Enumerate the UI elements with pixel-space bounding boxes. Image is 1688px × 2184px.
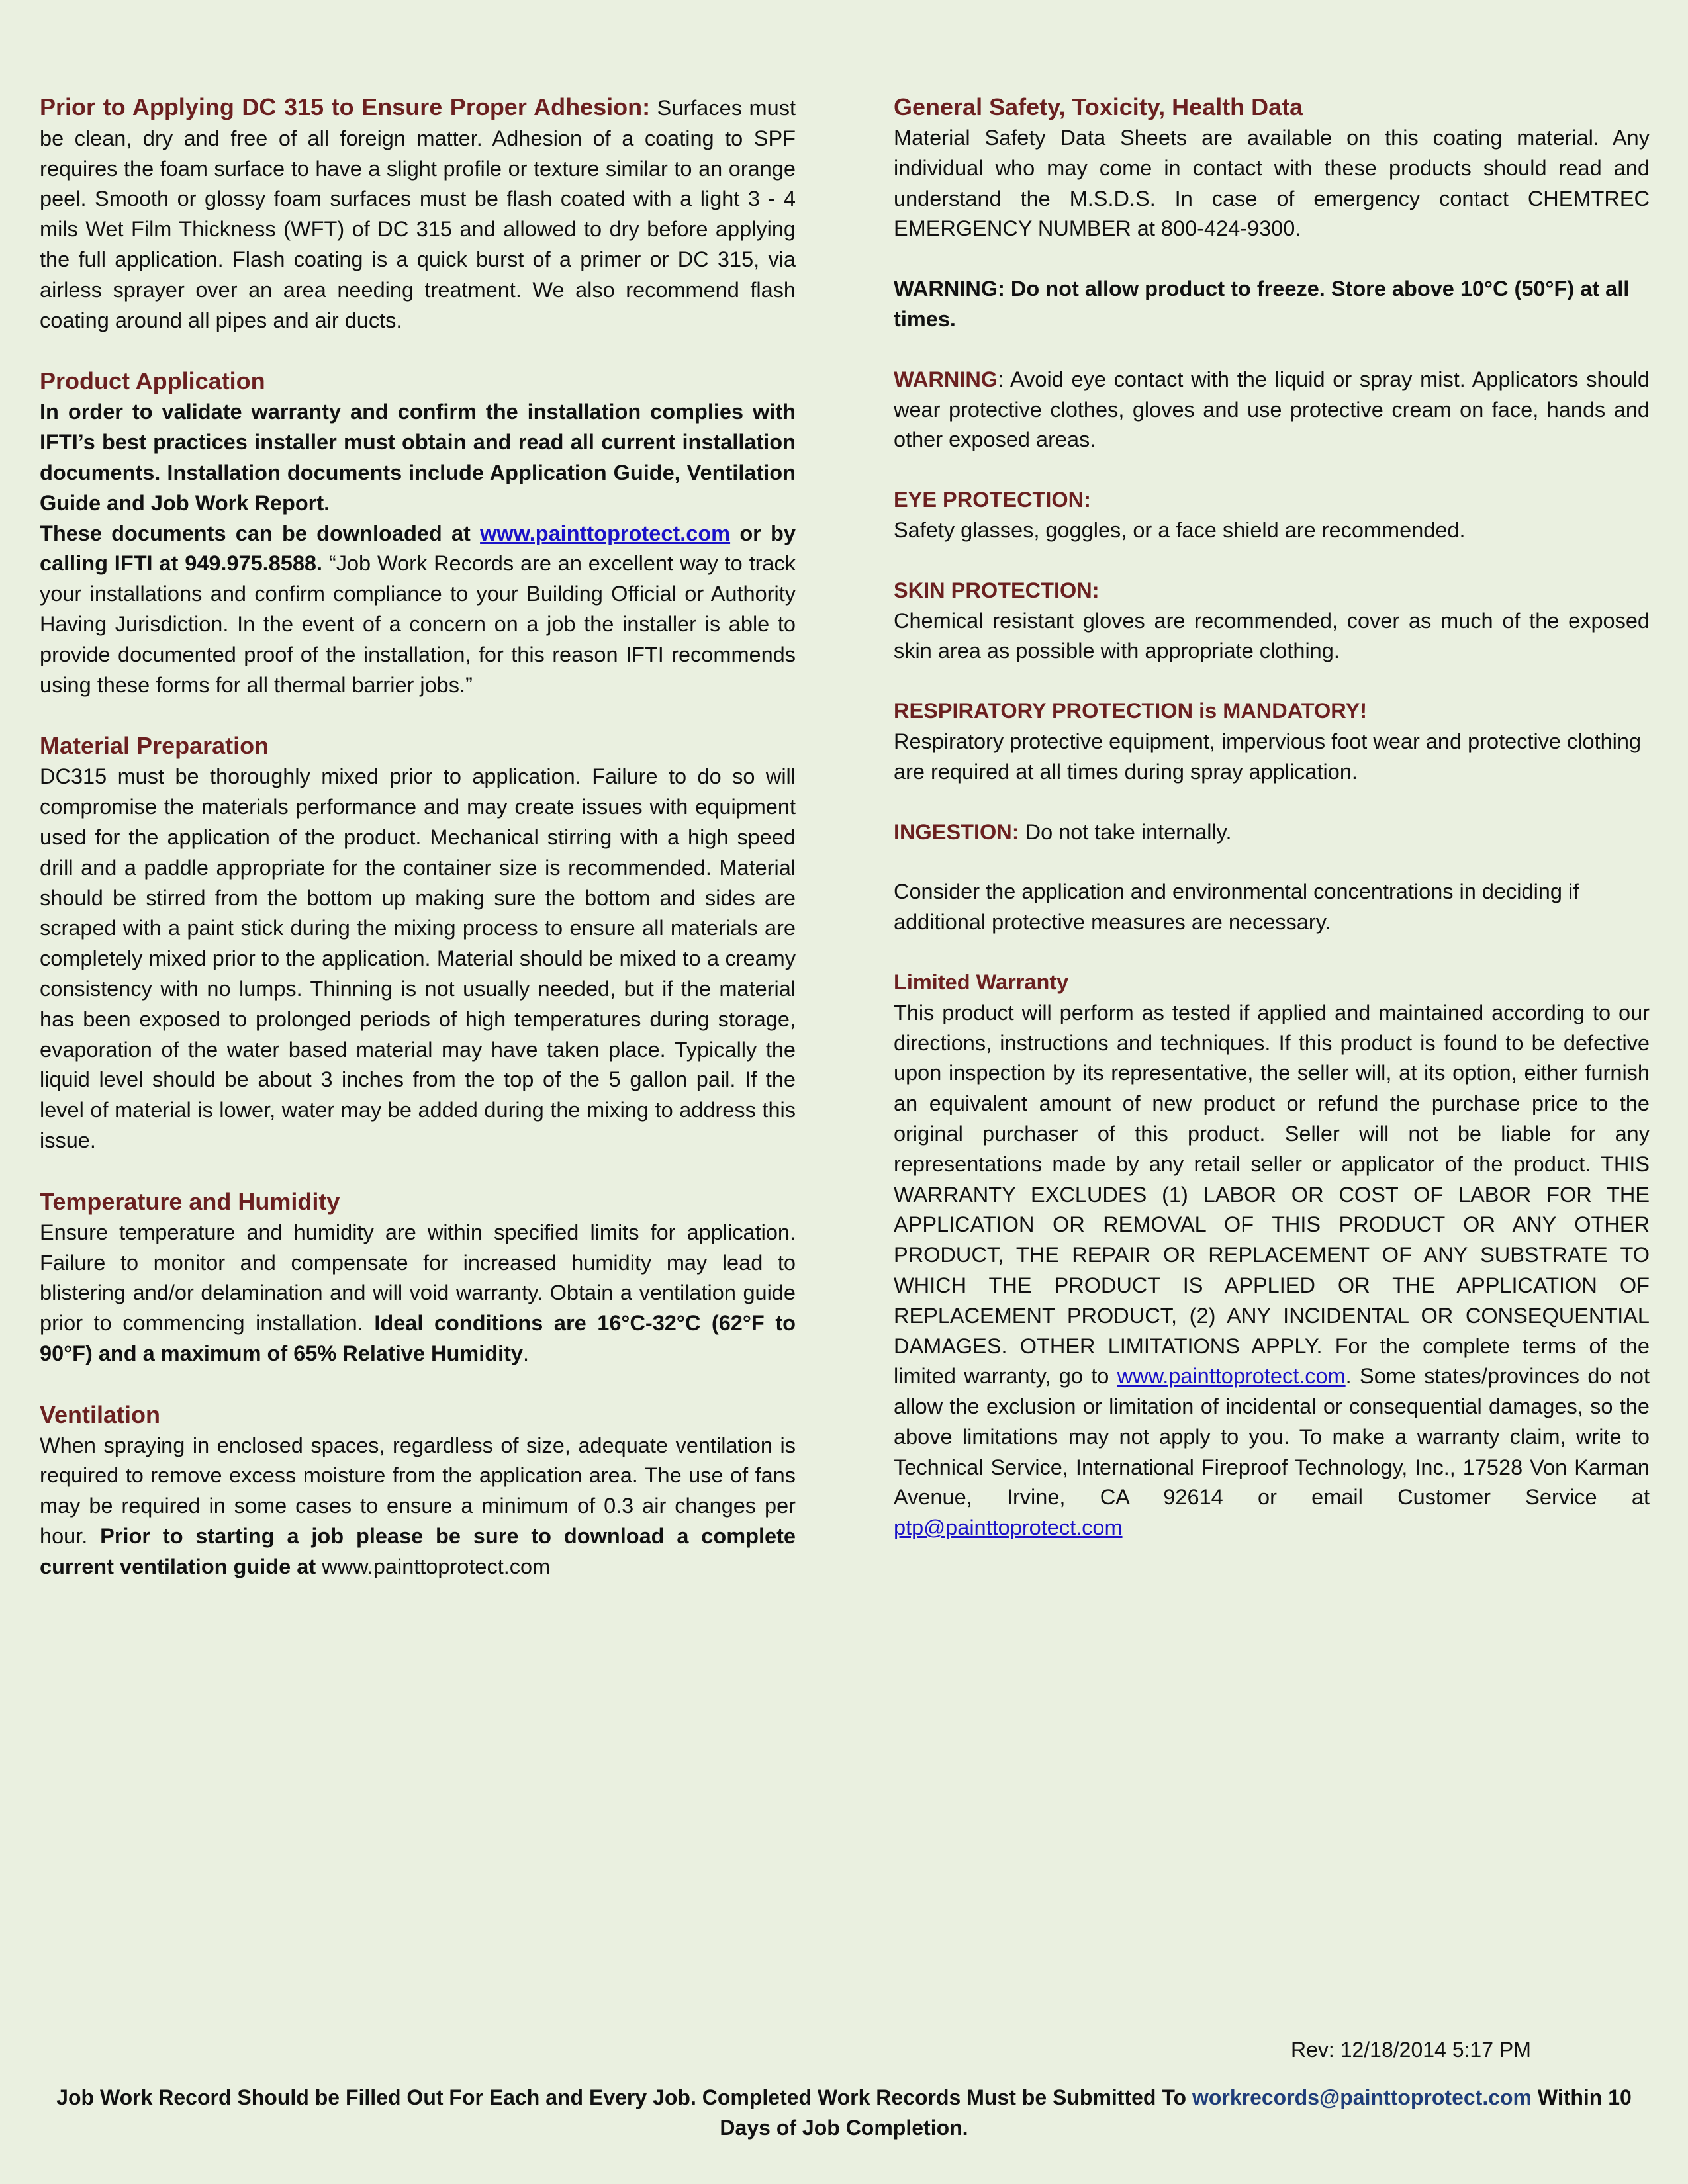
material-preparation-section xyxy=(40,730,796,1156)
skin-protection-text: Chemical resistant gloves are recommended, cover as much of the exposed skin area as possible with appropriate clothing. xyxy=(894,608,1650,663)
left-column xyxy=(40,91,796,1612)
consider-section xyxy=(894,877,1650,938)
temperature-humidity-section xyxy=(40,1186,796,1369)
temperature-end: . xyxy=(523,1341,530,1365)
eye-contact-warning-section xyxy=(894,365,1650,455)
revision-date: Rev: 12/18/2014 5:17 PM xyxy=(1291,2038,1531,2062)
eye-protection-text: Safety glasses, goggles, or a face shield are recommended. xyxy=(894,518,1466,542)
temperature-humidity-heading: Temperature and Humidity xyxy=(40,1187,340,1215)
ifti-phone-text: or by calling IFTI at 949.975.8588. xyxy=(40,521,796,576)
consider-text: Consider the application and environmental concentrations in deciding if additional protective measures are necessary. xyxy=(894,880,1579,934)
temperature-text: Ensure temperature and humidity are within specified limits for application. Failure to monitor and compensate for increased humidity may lead to blistering and/or delamination and will void warranty. Obtain a ventilation guide prior to commencing installation. xyxy=(40,1220,796,1336)
ventilation-url: www.painttoprotect.com xyxy=(316,1554,551,1578)
respiratory-text: Respiratory protective equipment, impervious foot wear and protective clothing are required at all times during spray application. xyxy=(894,729,1642,784)
safety-section xyxy=(894,91,1650,244)
warranty-text-continued: . Some states/provinces do not allow the exclusion or limitation of incidental or consequential damages, so the above limitations may not apply to you. To make a warranty claim, write to Technical Service, International Fireproof Technology, Inc., 17528 Von Karman Avenue, Irvine, CA 92614 or email Customer Service at xyxy=(894,1364,1650,1510)
safety-heading: General Safety, Toxicity, Health Data xyxy=(894,93,1303,120)
ventilation-section xyxy=(40,1399,796,1582)
ventilation-text: When spraying in enclosed spaces, regardless of size, adequate ventilation is required to remove excess moisture from the application area. The use of fans may be required in some cases to ensure a minimum of 0.3 air changes per hour. xyxy=(40,1433,796,1549)
right-column xyxy=(894,91,1650,1573)
freeze-warning-text: WARNING: Do not allow product to freeze. Store above 10°C (50°F) at all times. xyxy=(894,277,1630,331)
warranty-section xyxy=(894,968,1650,1543)
ptp-email-link[interactable]: ptp@painttoprotect.com xyxy=(894,1516,1123,1540)
product-application-heading: Product Application xyxy=(40,367,265,395)
eye-contact-warning-text: : Avoid eye contact with the liquid or spray mist. Applicators should wear protective clothes, gloves and use protective cream on face, hands and other exposed areas. xyxy=(894,367,1650,452)
product-application-section xyxy=(40,365,796,700)
workrecords-email[interactable]: workrecords@painttoprotect.com xyxy=(1192,2085,1532,2109)
warning-label: WARNING xyxy=(894,367,998,391)
freeze-warning-section xyxy=(894,274,1650,335)
respiratory-heading: RESPIRATORY PROTECTION is MANDATORY! xyxy=(894,699,1368,723)
ingestion-text: Do not take internally. xyxy=(1019,819,1232,844)
safety-text: Material Safety Data Sheets are available on this coating material. Any individual who may come in contact with these products should read and understand the M.S.D.S. In case of emergency contact CHEMTREC EMERGENCY NUMBER at 800-424-9300. xyxy=(894,126,1650,241)
footer-text-end: Within 10 Days of Job Completion. xyxy=(720,2085,1632,2140)
painttoprotect-link[interactable]: www.painttoprotect.com xyxy=(480,521,731,545)
ideal-conditions-text: Ideal conditions are 16°C-32°C (62°F to 90°F) and a maximum of 65% Relative Humidity xyxy=(40,1311,796,1365)
ingestion-label: INGESTION: xyxy=(894,819,1019,844)
warranty-text: This product will perform as tested if applied and maintained according to our directions, instructions and techniques. If this product is found to be defective upon inspection by its representative, the seller will, at its option, either furnish an equivalent amount of new product or refund the purchase price to the original purchaser of this product. Seller will not be liable for any representations made by any retail seller or applicator of the product. THIS WARRANTY EXCLUDES (1) LABOR OR COST OF LABOR FOR THE APPLICATION OR REMOVAL OF THIS PRODUCT OR ANY OTHER PRODUCT, THE REPAIR OR REPLACEMENT OF ANY SUBSTRATE TO WHICH THE PRODUCT IS APPLIED OR THE APPLICATION OF REPLACEMENT PRODUCT, (2) ANY INCIDENTAL OR CONSEQUENTIAL DAMAGES. OTHER LIMITATIONS APPLY. For the complete terms of the limited warranty, go to xyxy=(894,1000,1650,1388)
material-preparation-text: DC315 must be thoroughly mixed prior to application. Failure to do so will compromise the materials performance and may create issues with equipment used for the application of the product. Mechanical stirring with a high speed drill and a paddle appropriate for the container size is recommended. Material should be stirred from the bottom up making sure the bottom and sides are scraped with a paint stick during the mixing process to ensure all materials are completely mixed prior to the application. Material should be mixed to a creamy consistency with no lumps. Thinning is not usually needed, but if the material has been exposed to prolonged periods of high temperatures during storage, evaporation of the water based material may have taken place. Typically the liquid level should be about 3 inches from the top of the 5 gallon pail. If the level of material is lower, water may be added during the mixing to address this issue. xyxy=(40,764,796,1152)
respiratory-section xyxy=(894,696,1650,787)
warranty-heading: Limited Warranty xyxy=(894,970,1069,994)
ventilation-heading: Ventilation xyxy=(40,1400,161,1428)
footer-text: Job Work Record Should be Filled Out For Each and Every Job. Completed Work Records Must be Submitted To xyxy=(56,2085,1192,2109)
skin-protection-section xyxy=(894,576,1650,666)
adhesion-text: Surfaces must be clean, dry and free of all foreign matter. Adhesion of a coating to SPF requires the foam surface to have a slight profile or texture similar to an orange peel. Smooth or glossy foam surfaces must be flash coated with a light 3 - 4 mils Wet Film Thickness (WFT) of DC 315 and allowed to dry before applying the full application. Flash coating is a quick burst of a primer or DC 315, via airless sprayer over an area needing treatment. We also recommend flash coating around all pipes and air ducts. xyxy=(40,96,796,332)
adhesion-heading: Prior to Applying DC 315 to Ensure Proper Adhesion: xyxy=(40,93,651,120)
download-text: These documents can be downloaded at xyxy=(40,521,481,545)
ingestion-section xyxy=(894,817,1650,848)
material-preparation-heading: Material Preparation xyxy=(40,732,269,760)
warranty-validation-text: In order to validate warranty and confirm the installation complies with IFTI’s best practices installer must obtain and read all current installation documents. Installation documents include Application Guide, Ventilation Guide and Job Work Report. xyxy=(40,400,796,515)
adhesion-section xyxy=(40,91,796,336)
eye-protection-heading: EYE PROTECTION: xyxy=(894,488,1091,512)
footer-notice xyxy=(40,2082,1648,2143)
warranty-link[interactable]: www.painttoprotect.com xyxy=(1117,1364,1346,1388)
ventilation-guide-text: Prior to starting a job please be sure to download a complete current ventilation guide at xyxy=(40,1524,796,1578)
eye-protection-section xyxy=(894,485,1650,546)
job-work-records-text: “Job Work Records are an excellent way to track your installations and confirm compliance to your Building Official or Authority Having Jurisdiction. In the event of a concern on a job the installer is able to provide documented proof of the installation, for this reason IFTI recommends using these forms for all thermal barrier jobs.” xyxy=(40,551,796,697)
skin-protection-heading: SKIN PROTECTION: xyxy=(894,578,1100,602)
